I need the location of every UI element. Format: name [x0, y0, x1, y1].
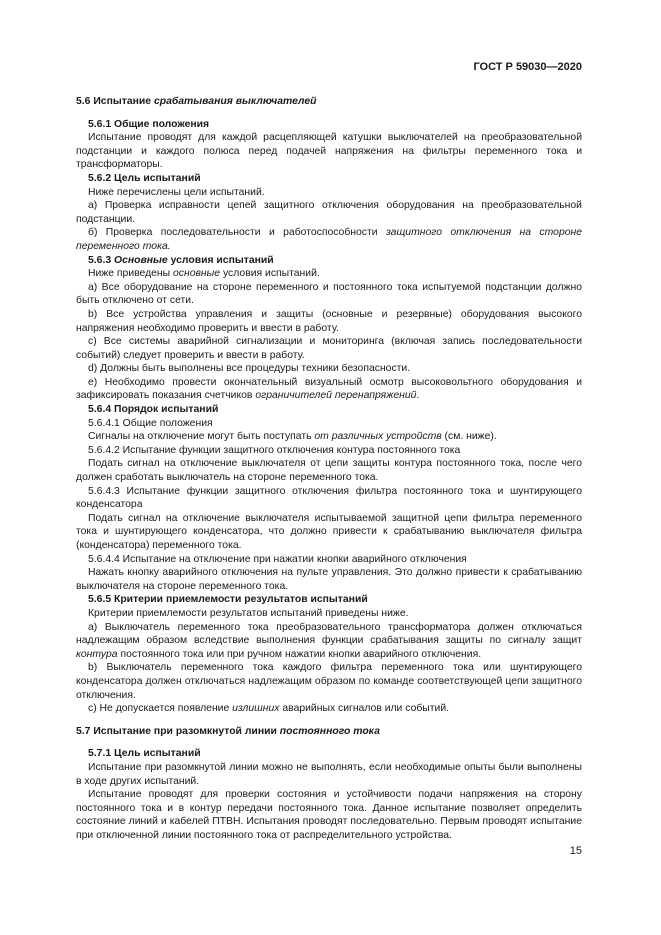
- paragraph: Критерии приемлемости результатов испытаний приведены ниже.: [88, 607, 409, 619]
- list-item: d) Должны быть выполнены все процедуры техники безопасности.: [88, 363, 411, 375]
- paragraph: Сигналы на отключение могут быть поступать от различных устройств (см. ниже).: [88, 431, 497, 443]
- section-5-7-title: 5.7 Испытание при разомкнутой линии постоянного тока: [76, 725, 380, 737]
- list-item: б) Проверка последовательности и работоспособности защитного отключения на стороне переменного тока.: [76, 227, 582, 252]
- list-item: а) Проверка исправности цепей защитного отключения оборудования на преобразовательной подстанции.: [76, 200, 582, 225]
- paragraph: Испытание проводят для каждой расцепляющей катушки выключателей на преобразовательной подстанции и каждого полюса перед подачей напряжения на фильтры переменного тока и трансформаторы.: [76, 132, 582, 171]
- section-5-6-2-title: 5.6.2 Цель испытаний: [88, 172, 201, 184]
- list-item: e) Необходимо провести окончательный визуальный осмотр высоковольтного оборудования и зафиксировать показания счетчиков ограничителей перенапряжений.: [76, 376, 582, 402]
- paragraph: Испытание проводят для проверки состояния и устойчивости подачи напряжения на сторону постоянного тока и в контур передачи постоянного тока. Данное испытание позволяет определить состояние линий и кабелей ПТВН. Испытания проводят последовательно. Первым проводят испытание при отключенной линии постоянного тока от распределительного устройства.: [76, 789, 582, 841]
- list-item: c) Все системы аварийной сигнализации и мониторинга (включая запись последовательности событий) следует проверить и ввести в работу.: [76, 336, 582, 361]
- subsection-title: 5.6.4.4 Испытание на отключение при нажатии кнопки аварийного отключения: [88, 553, 467, 565]
- list-item: b) Все устройства управления и защиты (основные и резервные) оборудования высокого напряжения необходимо проверить и ввести в работу.: [76, 308, 582, 334]
- paragraph: Нажать кнопку аварийного отключения на пульте управления. Это должно привести к срабатыванию выключателя на стороне переменного тока.: [76, 567, 582, 592]
- paragraph: Ниже перечислены цели испытаний.: [88, 186, 265, 198]
- subsection-title: 5.6.4.1 Общие положения: [88, 417, 213, 429]
- section-5-6-3-title: 5.6.3 Основные условия испытаний: [88, 254, 274, 266]
- section-5-7-1-title: 5.7.1 Цель испытаний: [88, 748, 201, 760]
- list-item: а) Все оборудование на стороне переменного и постоянного тока испытуемой подстанции должно быть отключено от сети.: [76, 281, 582, 307]
- section-5-6-4-title: 5.6.4 Порядок испытаний: [88, 404, 219, 416]
- section-5-6-1-title: 5.6.1 Общие положения: [88, 118, 210, 130]
- section-5-6-5-title: 5.6.5 Критерии приемлемости результатов испытаний: [88, 594, 368, 606]
- subsection-title: 5.6.4.2 Испытание функции защитного отключения контура постоянного тока: [88, 444, 461, 456]
- section-5-6-title: 5.6 Испытание срабатывания выключателей: [76, 96, 317, 107]
- paragraph: Испытание при разомкнутой линии можно не выполнять, если необходимые опыты были выполнены в ходе других испытаний.: [76, 761, 582, 787]
- list-item: c) Не допускается появление излишних аварийных сигналов или событий.: [88, 703, 450, 715]
- standard-header: ГОСТ Р 59030—2020: [473, 61, 582, 73]
- page-content: [76, 95, 582, 842]
- paragraph: Ниже приведены основные условия испытаний.: [88, 268, 320, 280]
- paragraph: Подать сигнал на отключение выключателя испытываемой защитной цепи фильтра переменного тока и шунтирующего конденсатора, что должно привести к срабатыванию выключателя фильтра (конденсатора) переменного тока.: [76, 512, 582, 551]
- list-item: а) Выключатель переменного тока преобразовательного трансформатора должен отключаться надлежащим образом вследствие выполнения функции срабатывания защиты по сигналу защит контура постоянного тока или при ручном нажатии кнопки аварийного отключения.: [76, 621, 582, 660]
- subsection-title: 5.6.4.3 Испытание функции защитного отключения фильтра постоянного тока и шунтирующего конденсатора: [76, 485, 582, 511]
- paragraph: Подать сигнал на отключение выключателя от цепи защиты контура постоянного тока, после чего должен сработать выключатель на стороне переменного тока.: [76, 458, 582, 484]
- list-item: b) Выключатель переменного тока каждого фильтра переменного тока или шунтирующего конденсатора должен отключаться надлежащим образом по команде соответствующей цепи защитного отключения.: [76, 662, 582, 701]
- page-number: 15: [569, 845, 582, 857]
